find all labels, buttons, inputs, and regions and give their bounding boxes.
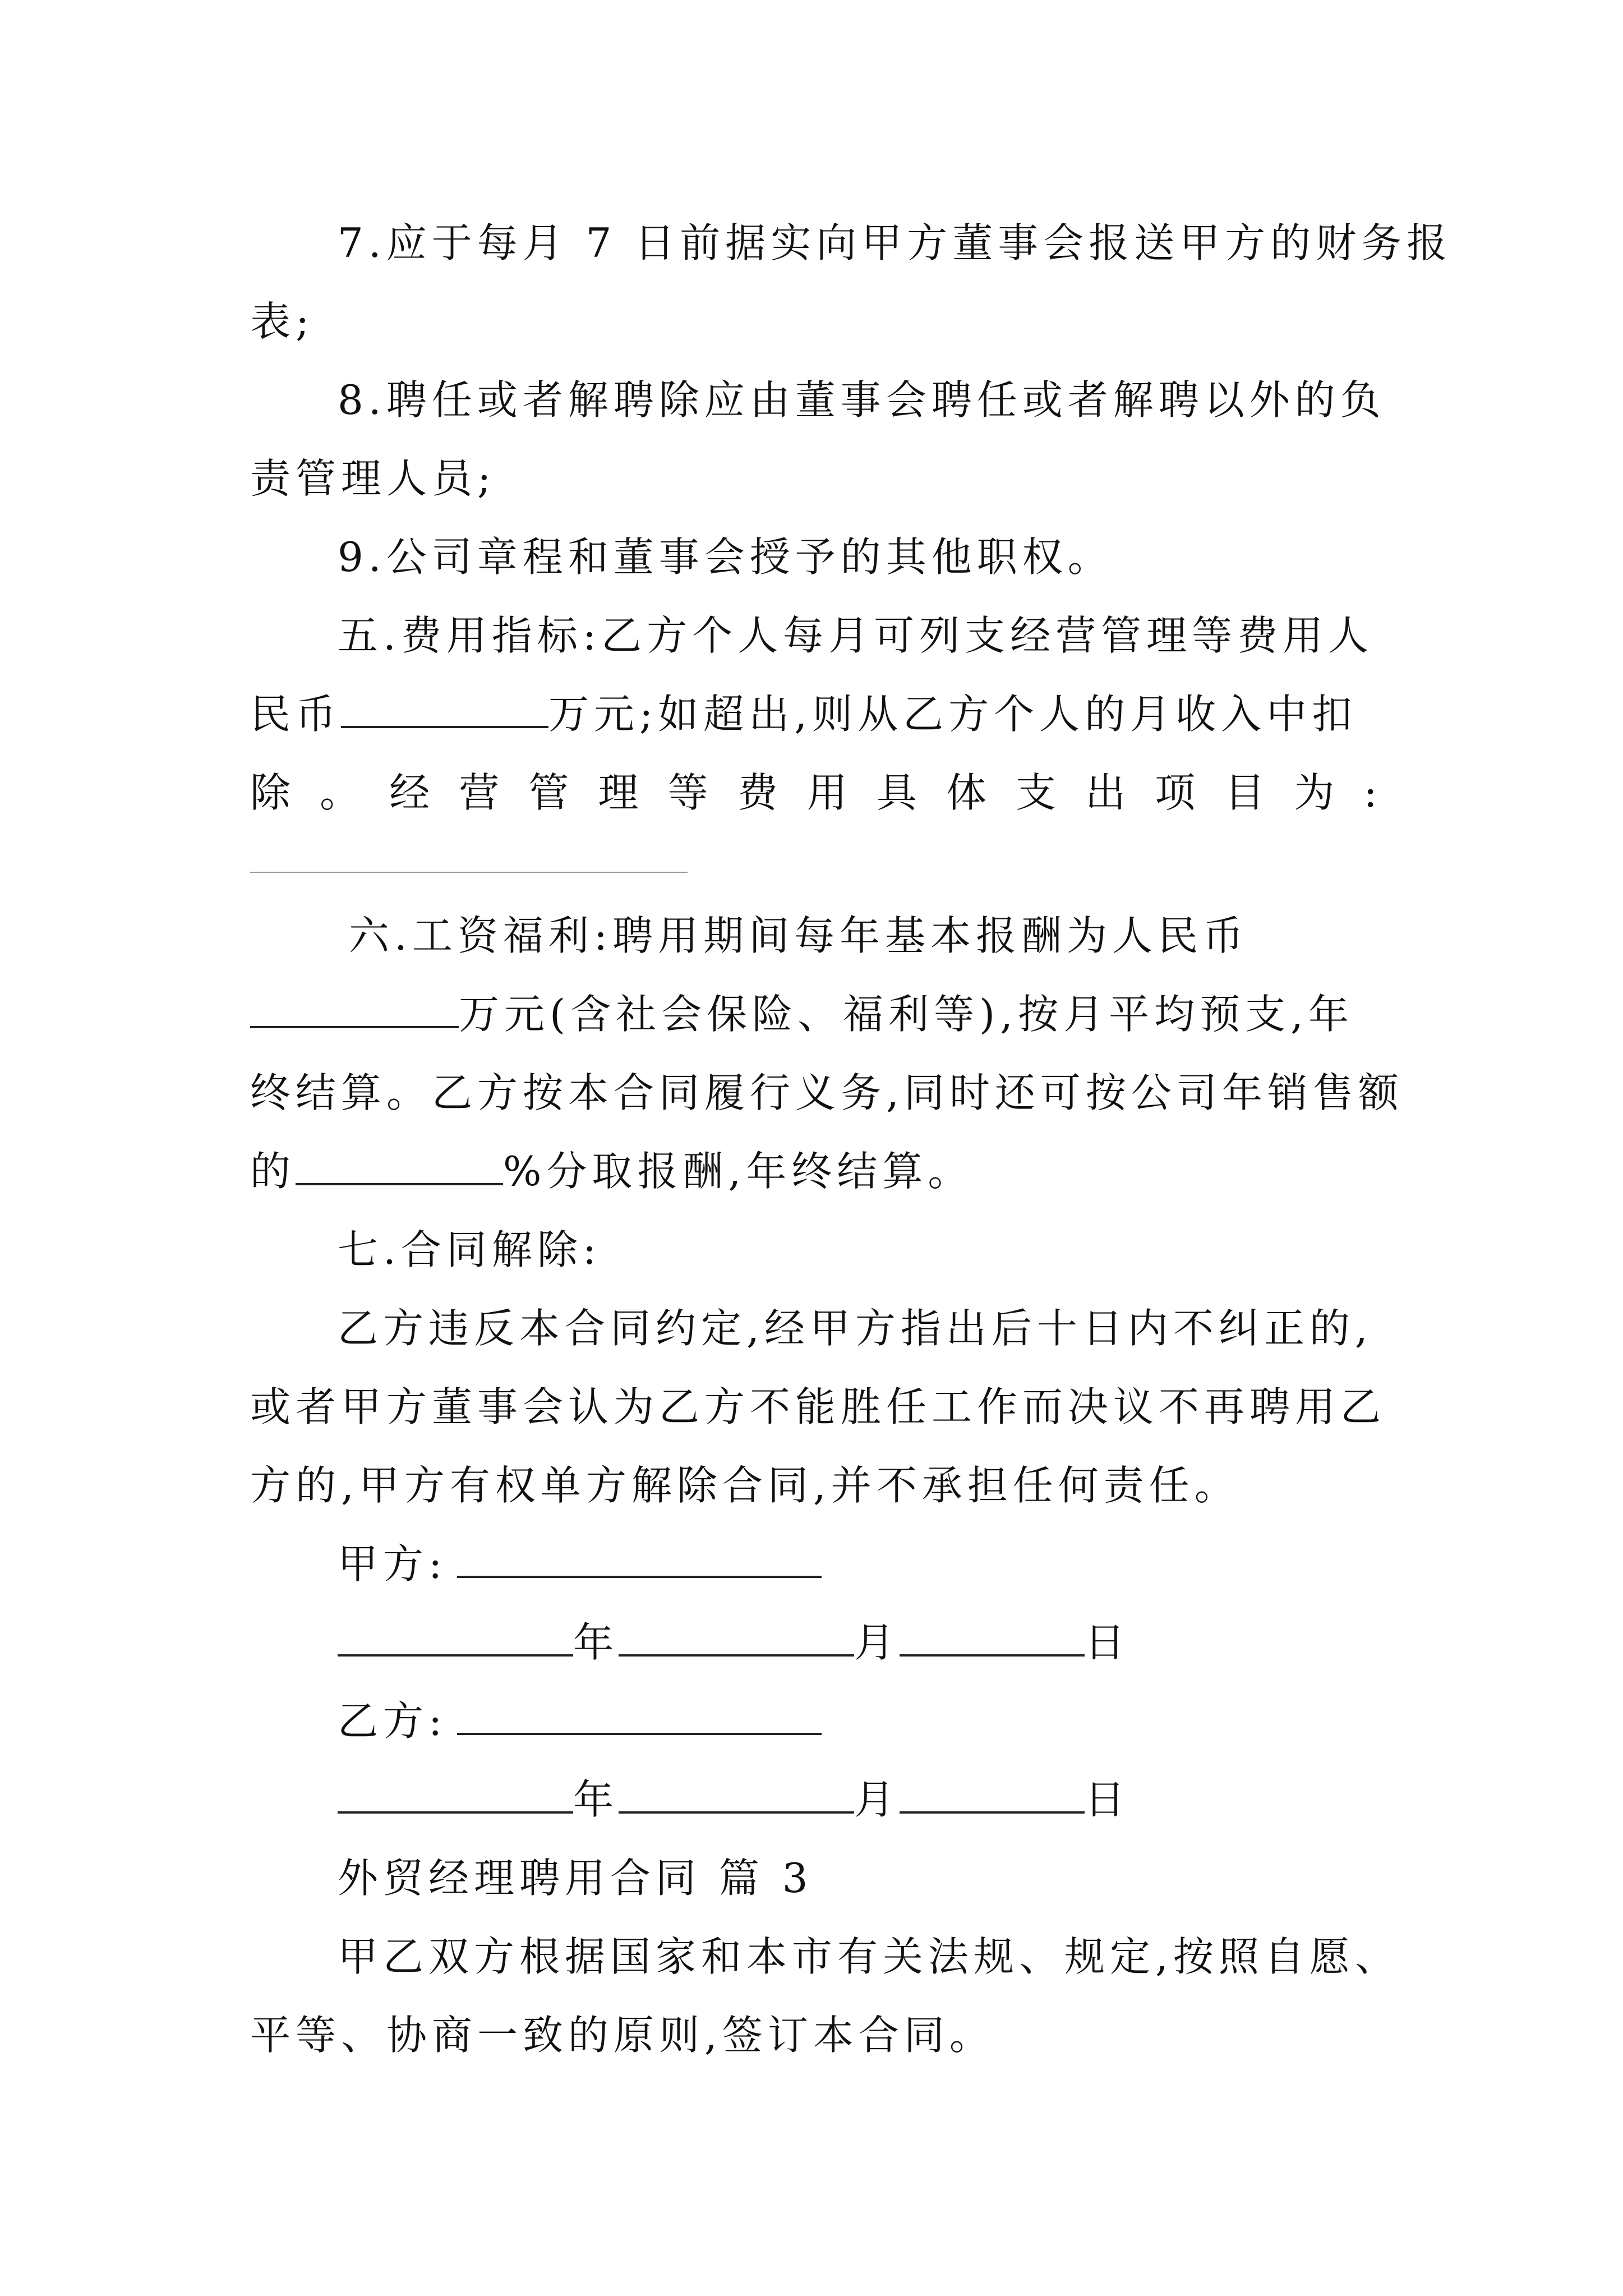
year-blank[interactable] (338, 1619, 573, 1657)
contract-3-title (338, 1851, 813, 1905)
char: 目 (1224, 769, 1265, 816)
section-5-line-3 (250, 766, 1377, 820)
fill-in-blank[interactable] (341, 691, 548, 728)
expense-items-rule[interactable] (250, 872, 688, 873)
char: 用 (806, 769, 847, 816)
day-blank[interactable] (900, 1777, 1085, 1814)
party-a-date (338, 1616, 1130, 1669)
char: 经 (389, 769, 430, 816)
text: 日 (1085, 1776, 1131, 1823)
text: 的 (250, 1148, 296, 1195)
clause-7-line-2 (250, 295, 314, 348)
char: 管 (528, 769, 569, 816)
clause-7-line-1 (338, 216, 1452, 270)
char: 项 (1155, 769, 1196, 816)
text: 8.聘任或者解聘除应由董事会聘任或者解聘以外的负 (338, 376, 1386, 424)
month-blank[interactable] (619, 1619, 854, 1657)
section-6-line-2 (250, 987, 1354, 1041)
char: 营 (459, 769, 500, 816)
section-6-line-3 (250, 1066, 1404, 1120)
section-7-line-2 (250, 1380, 1386, 1434)
section-5-line-1 (338, 609, 1373, 662)
text: 7.应于每月 7 日前据实向甲方董事会报送甲方的财务报 (338, 219, 1453, 266)
char: 等 (667, 769, 708, 816)
text: 六.工资福利:聘用期间每年基本报酬为人民币 (349, 912, 1249, 959)
section-5-line-2 (250, 687, 1357, 741)
text: 甲乙双方根据国家和本市有关法规、规定,按照自愿、 (338, 1933, 1400, 1980)
char: 具 (876, 769, 917, 816)
text: 月 (854, 1619, 900, 1666)
section-7-heading (338, 1223, 601, 1277)
text: 日 (1085, 1619, 1131, 1666)
text: 平等、协商一致的原则,签订本合同。 (250, 2012, 995, 2059)
clause-9-line (338, 530, 1113, 584)
year-blank[interactable] (338, 1777, 573, 1814)
text: 乙方违反本合同约定,经甲方指出后十日内不纠正的, (338, 1305, 1373, 1352)
text: 年 (573, 1776, 619, 1823)
text: 民币 (250, 691, 342, 738)
char: 除 (250, 769, 291, 816)
day-blank[interactable] (900, 1619, 1085, 1657)
party-a-blank[interactable] (457, 1541, 822, 1578)
text: 年 (573, 1619, 619, 1666)
text: 月 (854, 1776, 900, 1823)
text: 五.费用指标:乙方个人每月可列支经营管理等费用人 (338, 612, 1374, 659)
fill-in-blank[interactable] (296, 1148, 503, 1185)
party-b-blank[interactable] (457, 1698, 822, 1735)
text: 或者甲方董事会认为乙方不能胜任工作而决议不再聘用乙 (250, 1383, 1386, 1430)
clause-8-line-2 (250, 452, 496, 505)
fill-in-blank[interactable] (250, 991, 459, 1028)
party-b-signature (338, 1694, 822, 1748)
text: 乙方: (338, 1697, 448, 1745)
text: 万元(含社会保险、福利等),按月平均预支,年 (459, 991, 1354, 1038)
section-6-line-1 (349, 909, 1248, 963)
char: 体 (946, 769, 986, 816)
party-a-signature (338, 1537, 822, 1591)
month-blank[interactable] (619, 1777, 854, 1814)
clause-8-line-1 (338, 373, 1386, 427)
text: 责管理人员; (250, 455, 496, 502)
party-b-date (338, 1773, 1130, 1826)
char: 支 (1016, 769, 1057, 816)
char: 。 (320, 769, 361, 816)
text: 终结算。乙方按本合同履行义务,同时还可按公司年销售额 (250, 1069, 1404, 1116)
text: 9.公司章程和董事会授予的其他职权。 (338, 533, 1113, 581)
text: %分取报酬,年终结算。 (503, 1148, 974, 1195)
text: 万元;如超出,则从乙方个人的月收入中扣 (548, 691, 1358, 738)
text: 七.合同解除: (338, 1226, 602, 1273)
char: 理 (598, 769, 639, 816)
text: 甲方: (338, 1540, 448, 1588)
section-6-line-4 (250, 1144, 973, 1198)
text: 外贸经理聘用合同 篇 3 (338, 1855, 813, 1902)
char: : (1363, 769, 1377, 816)
text: 表; (250, 298, 315, 345)
text: 方的,甲方有权单方解除合同,并不承担任何责任。 (250, 1462, 1240, 1509)
char: 费 (737, 769, 778, 816)
contract-3-intro-line-2 (250, 2008, 995, 2062)
section-7-line-3 (250, 1458, 1240, 1512)
section-7-line-1 (338, 1301, 1373, 1355)
contract-3-intro-line-1 (338, 1930, 1400, 1984)
char: 出 (1085, 769, 1126, 816)
char: 为 (1294, 769, 1335, 816)
